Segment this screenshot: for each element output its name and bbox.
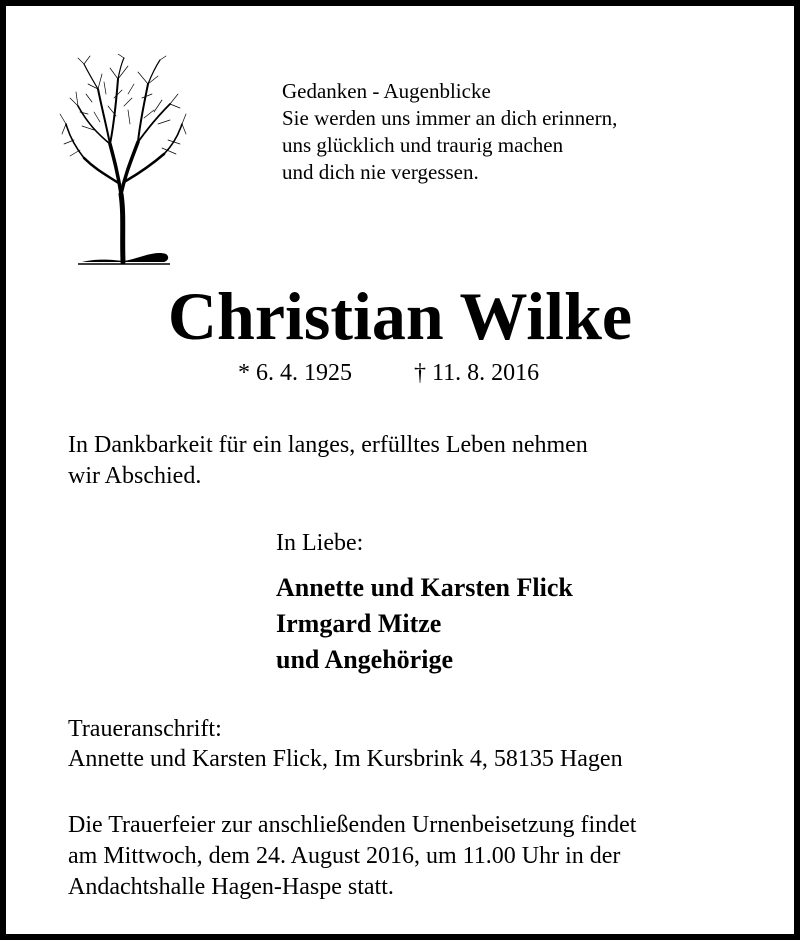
farewell-line: wir Abschied. <box>68 463 202 489</box>
mourner-name: Irmgard Mitze <box>276 609 442 638</box>
farewell-line: In Dankbarkeit für ein langes, erfülltes Leben nehmen <box>68 432 588 458</box>
death-date: † 11. 8. 2016 <box>414 360 540 386</box>
ceremony-line: am Mittwoch, dem 24. August 2016, um 11.00 Uhr in der <box>68 843 621 869</box>
poem-line: und dich nie vergessen. <box>282 160 479 184</box>
poem-line: Sie werden uns immer an dich erinnern, <box>282 106 618 130</box>
ceremony-line: Andachtshalle Hagen-Haspe statt. <box>68 874 394 900</box>
poem-line: uns glücklich und traurig machen <box>282 133 564 157</box>
mourners-list <box>276 570 573 678</box>
life-dates <box>238 360 539 387</box>
birth-date: * 6. 4. 1925 <box>238 360 352 386</box>
mourners-label: In Liebe: <box>276 530 364 556</box>
address-label: Traueranschrift: <box>68 716 222 742</box>
ceremony-line: Die Trauerfeier zur anschließenden Urnenbeisetzung findet <box>68 812 637 838</box>
mourner-name: Annette und Karsten Flick <box>276 573 573 602</box>
poem <box>282 78 617 186</box>
mourner-name: und Angehörige <box>276 645 453 674</box>
farewell-text <box>68 430 588 492</box>
mourning-address <box>68 714 623 774</box>
poem-line: Gedanken - Augenblicke <box>282 79 491 103</box>
ceremony-info <box>68 810 636 903</box>
bare-tree-icon <box>58 54 188 269</box>
deceased-name: Christian Wilke <box>167 278 633 354</box>
address-value: Annette und Karsten Flick, Im Kursbrink 4, 58135 Hagen <box>68 746 623 772</box>
